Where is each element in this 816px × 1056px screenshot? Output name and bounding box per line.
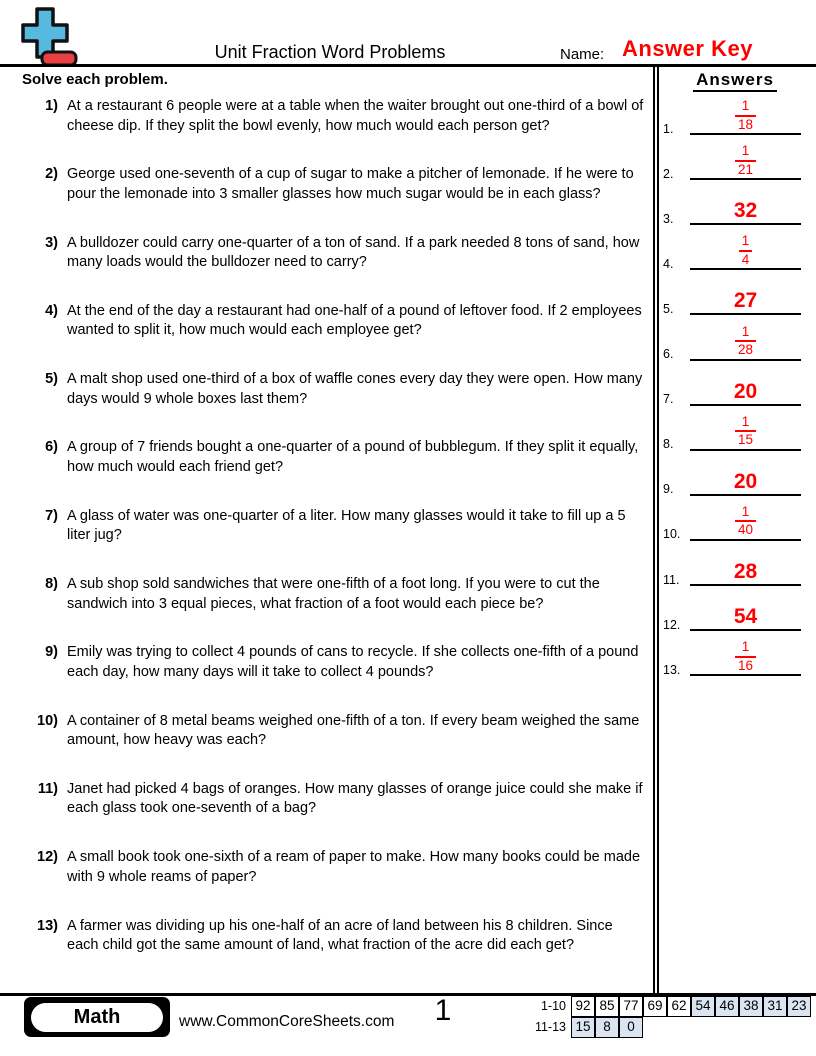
answer-fraction [735, 98, 756, 133]
answer-whole-number: 20 [733, 469, 758, 493]
score-table [522, 996, 811, 1038]
question-item [24, 302, 644, 370]
question-number: 2) [45, 166, 58, 183]
question-text: A malt shop used one-third of a box of waffle cones every day they were open. How many days would 9 whole boxes last them? [67, 371, 643, 407]
answer-blank-line [690, 88, 801, 135]
name-label: Name: [560, 46, 605, 63]
answer-blank-line [690, 133, 801, 180]
fraction-denominator: 4 [741, 251, 750, 267]
fraction-numerator: 1 [741, 639, 750, 655]
question-number: 5) [45, 371, 58, 388]
answer-number: 9. [663, 482, 674, 497]
answer-row [660, 225, 812, 270]
math-badge-label: Math [31, 1003, 163, 1032]
score-cell: 69 [643, 996, 667, 1017]
answers-column-title [660, 70, 810, 90]
answer-number: 11. [663, 572, 680, 587]
answer-blank-line [690, 449, 801, 496]
answers-list [660, 90, 812, 676]
score-cell: 62 [667, 996, 691, 1017]
fraction-numerator: 1 [741, 98, 750, 114]
question-item [24, 234, 644, 302]
answer-whole-number: 27 [733, 289, 758, 313]
answer-number: 8. [663, 437, 674, 452]
plus-minus-icon [20, 6, 78, 68]
answer-value [690, 561, 801, 584]
score-cell: 31 [763, 996, 787, 1017]
question-text: A small book took one-sixth of a ream of paper to make. How many books could be made with 9 whole reams of paper? [67, 849, 641, 885]
answer-value [690, 504, 801, 539]
answer-blank-line [690, 359, 801, 406]
fraction-denominator: 15 [737, 432, 754, 448]
answer-blank-line [690, 178, 801, 225]
question-number: 3) [45, 234, 58, 251]
math-badge [24, 997, 170, 1037]
answer-fraction [735, 414, 756, 449]
worksheet-title: Unit Fraction Word Problems [214, 42, 446, 62]
score-cell: 54 [691, 996, 715, 1017]
answer-value [690, 471, 801, 494]
answer-number: 7. [663, 392, 674, 407]
fraction-denominator: 16 [737, 657, 754, 673]
answer-row [660, 631, 812, 676]
instruction-text: Solve each problem. [22, 71, 168, 88]
answer-value [690, 200, 801, 223]
answer-fraction [735, 639, 756, 674]
question-number: 4) [45, 302, 58, 319]
answer-row [660, 270, 812, 315]
question-item [24, 643, 644, 711]
score-cell: 77 [619, 996, 643, 1017]
answer-number: 10. [663, 527, 681, 542]
answer-number: 13. [663, 662, 681, 677]
answer-row [660, 135, 812, 180]
answer-blank-line [690, 494, 801, 541]
header-divider [0, 64, 816, 67]
answers-title-text: Answers [693, 70, 777, 92]
question-number: 1) [45, 98, 58, 114]
question-text: George used one-seventh of a cup of sugar to make a pitcher of lemonade. If he were to pour the lemonade into 3 smaller glasses how much sugar would be in each glass? [67, 166, 634, 202]
question-text: Emily was trying to collect 4 pounds of cans to recycle. If she collects one-fifth of a pound each day, how many days will it take to collect 4 pounds? [67, 644, 639, 680]
fraction-denominator: 40 [737, 522, 754, 538]
fraction-denominator: 28 [737, 342, 754, 358]
score-cell: 92 [571, 996, 595, 1017]
answer-number: 2. [663, 166, 674, 181]
score-cell: 0 [619, 1017, 643, 1038]
score-row [522, 996, 811, 1017]
fraction-numerator: 1 [741, 323, 750, 339]
question-text: A sub shop sold sandwiches that were one-fifth of a foot long. If you were to cut the sandwich into 3 equal pieces, what fraction of a foot would each piece be? [67, 576, 600, 612]
plus-minus-logo [20, 6, 78, 73]
question-number: 12) [37, 849, 58, 866]
question-item [24, 507, 644, 575]
score-cell: 8 [595, 1017, 619, 1038]
score-cell: 46 [715, 996, 739, 1017]
answer-row [660, 180, 812, 225]
answer-row [660, 315, 812, 360]
answer-row [660, 541, 812, 586]
questions-list [24, 97, 644, 985]
answer-value [690, 143, 801, 178]
question-item [24, 917, 644, 985]
question-text: A container of 8 metal beams weighed one-fifth of a ton. If every beam weighed the same amount, how heavy was each? [67, 712, 640, 749]
answer-whole-number: 20 [733, 379, 758, 403]
question-number: 9) [45, 644, 58, 661]
answer-fraction [735, 504, 756, 539]
question-text: A bulldozer could carry one-quarter of a ton of sand. If a park needed 8 tons of sand, how many loads would the bulldozer need to carry? [67, 234, 640, 271]
answer-value [690, 606, 801, 629]
answer-blank-line [690, 629, 801, 676]
answer-value [690, 324, 801, 359]
answer-whole-number: 32 [733, 199, 758, 223]
answer-number: 3. [663, 211, 674, 226]
question-item [24, 97, 644, 165]
question-item [24, 780, 644, 848]
answer-blank-line [690, 313, 801, 360]
answer-whole-number: 54 [733, 605, 758, 629]
answer-value [690, 233, 801, 268]
answer-value [690, 414, 801, 449]
question-text: A group of 7 friends bought a one-quarter of a pound of bubblegum. If they split it equally, how much would each friend get? [67, 439, 639, 475]
score-cell: 15 [571, 1017, 595, 1038]
question-text: At a restaurant 6 people were at a table when the waiter brought out one-third of a bowl of cheese dip. If they split the bowl evenly, how much would each person get? [67, 98, 644, 134]
website-text: www.CommonCoreSheets.com [179, 1013, 395, 1030]
answer-fraction [735, 143, 756, 178]
question-item [24, 848, 644, 916]
answer-blank-line [690, 268, 801, 315]
fraction-numerator: 1 [741, 503, 750, 519]
question-item [24, 575, 644, 643]
answer-number: 1. [663, 121, 674, 136]
score-cell: 38 [739, 996, 763, 1017]
score-cell: 23 [787, 996, 811, 1017]
question-text: At the end of the day a restaurant had one-half of a pound of leftover food. If 2 employees wanted to split it, how much would each employee get? [67, 302, 642, 339]
question-number: 13) [37, 917, 58, 934]
answer-value [690, 381, 801, 404]
question-text: Janet had picked 4 bags of oranges. How many glasses of orange juice could she make if each glass took one-seventh of a bag? [67, 780, 643, 817]
answer-value [690, 290, 801, 313]
answer-value [690, 639, 801, 674]
answer-key-text: Answer Key [622, 36, 753, 61]
score-row-label: 1-10 [540, 999, 566, 1013]
page-number: 1 [434, 994, 452, 1027]
answer-row [660, 451, 812, 496]
answer-fraction [739, 233, 753, 268]
answer-blank-line [690, 539, 801, 586]
question-item [24, 370, 644, 438]
answer-whole-number: 28 [733, 560, 758, 584]
question-number: 8) [45, 576, 58, 593]
fraction-denominator: 21 [737, 161, 754, 177]
answer-row [660, 586, 812, 631]
answer-number: 5. [663, 301, 674, 316]
question-item [24, 438, 644, 506]
answer-blank-line [690, 404, 801, 451]
score-cell: 85 [595, 996, 619, 1017]
answer-value [690, 98, 801, 133]
fraction-denominator: 18 [737, 116, 754, 132]
fraction-numerator: 1 [741, 413, 750, 429]
answer-blank-line [690, 584, 801, 631]
answer-number: 12. [663, 617, 681, 632]
answer-row [660, 406, 812, 451]
question-number: 6) [45, 439, 58, 456]
question-item [24, 712, 644, 780]
fraction-numerator: 1 [741, 233, 750, 249]
score-row-label: 11-13 [534, 1020, 566, 1034]
question-item [24, 165, 644, 233]
answer-blank-line [690, 223, 801, 270]
answer-fraction [735, 324, 756, 359]
question-text: A farmer was dividing up his one-half of an acre of land between his 8 children. Since each child got the same amount of land, what fraction of the acre did each get? [67, 917, 613, 954]
question-number: 10) [37, 712, 58, 729]
question-number: 11) [37, 780, 58, 797]
fraction-numerator: 1 [741, 143, 750, 159]
column-divider [653, 64, 659, 995]
question-text: A glass of water was one-quarter of a liter. How many glasses would it take to fill up a 5 liter jug? [67, 507, 626, 544]
answer-row [660, 496, 812, 541]
answer-row [660, 90, 812, 135]
question-number: 7) [45, 507, 58, 524]
answer-number: 6. [663, 347, 674, 362]
answer-row [660, 361, 812, 406]
score-row [522, 1017, 811, 1038]
answer-number: 4. [663, 256, 674, 271]
